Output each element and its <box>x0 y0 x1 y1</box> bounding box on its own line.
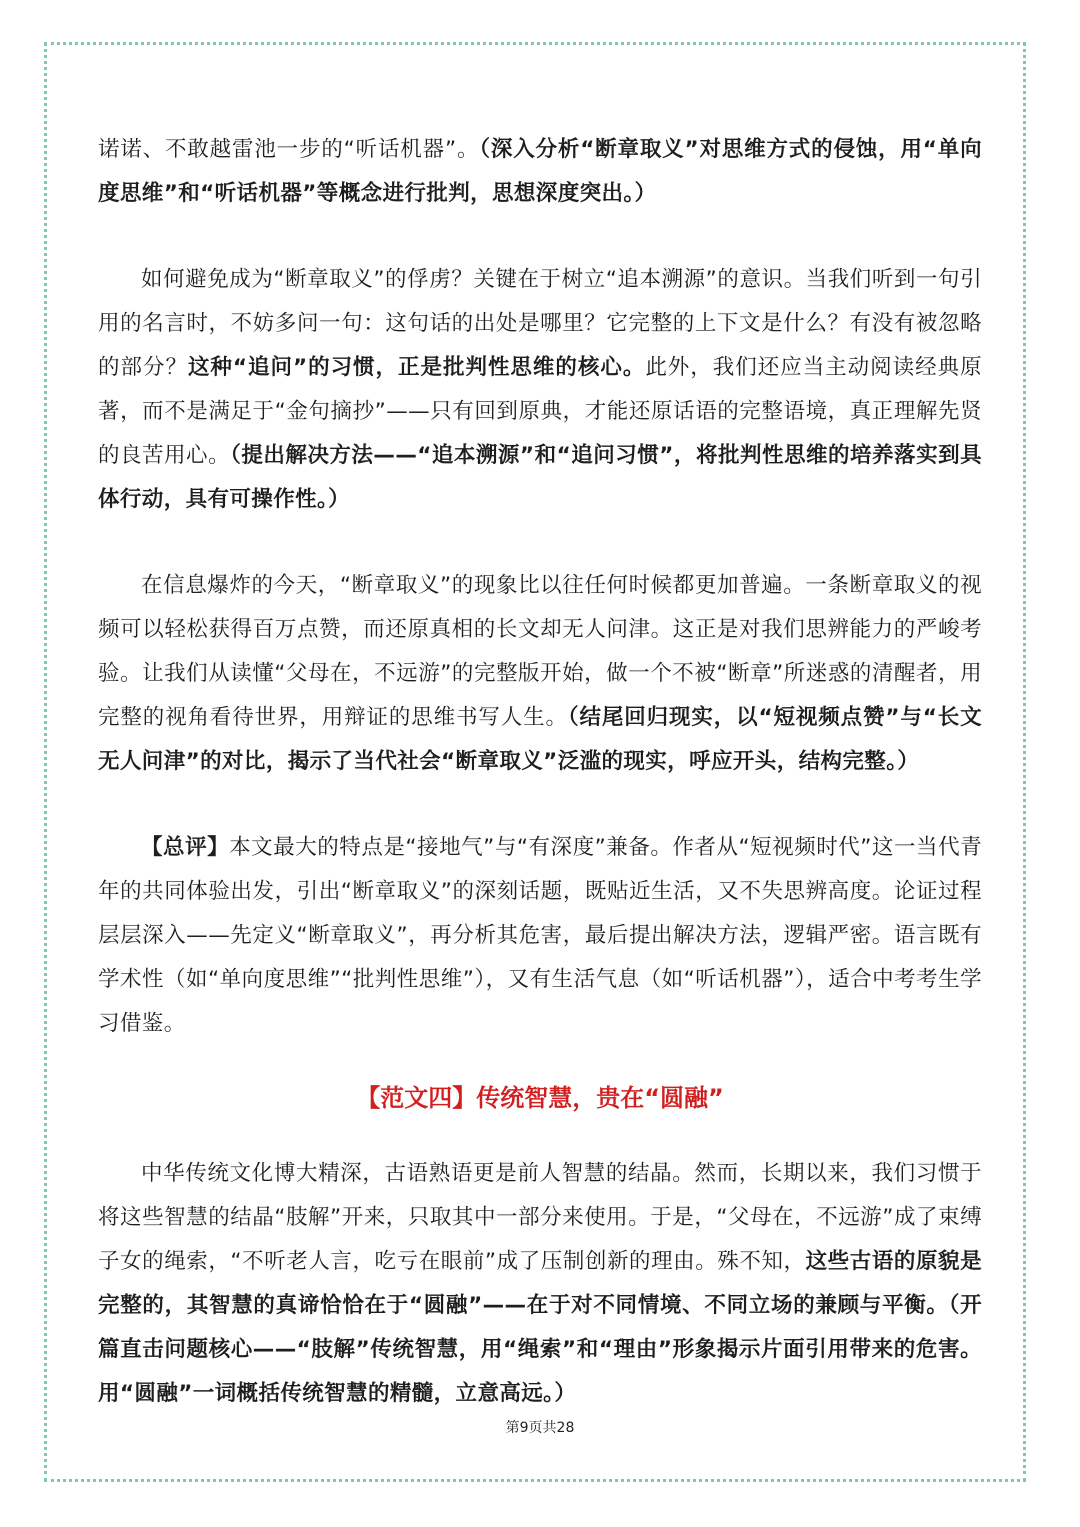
paragraph-5 <box>98 1152 982 1416</box>
paragraph-1-text: 诺诺、不敢越雷池一步的“听话机器”。 <box>98 137 480 162</box>
paragraph-1 <box>98 128 982 216</box>
paragraph-5-bold: 这些古语的原貌是完整的，其智慧的真谛恰恰在于“圆融”——在于对不同情境、不同立场的兼顾与平衡。 <box>98 1249 983 1318</box>
summary-label: 【总评】 <box>141 835 230 860</box>
document-body <box>98 128 982 1416</box>
paragraph-5-text: 中华传统文化博大精深，古语熟语更是前人智慧的结晶。然而，长期以来，我们习惯于将这些智慧的结晶“肢解”开来，只取其中一部分来使用。于是，“父母在，不远游”成了束缚子女的绳索，“不听老人言，吃亏在眼前”成了压制创新的理由。殊不知， <box>98 1161 982 1274</box>
page-number: 第9页共28 <box>505 1420 575 1436</box>
paragraph-2 <box>98 258 982 522</box>
paragraph-2-bold: 这种“追问”的习惯，正是批判性思维的核心。 <box>187 355 646 380</box>
paragraph-3-text: 在信息爆炸的今天，“断章取义”的现象比以往任何时候都更加普遍。一条断章取义的视频可以轻松获得百万点赞，而还原真相的长文却无人问津。这正是对我们思辨能力的严峻考验。让我们从读懂“父母在，不远游”的完整版开始，做一个不被“断章”所迷惑的清醒者，用完整的视角看待世界，用辩证的思维书写人生。 <box>98 573 982 730</box>
paragraph-2-text-b: 此外，我们还应当主动阅读经典原著，而不是满足于“金句摘抄”——只有回到原典，才能还原话语的完整语境，真正理解先贤的良苦用心。 <box>98 355 982 468</box>
summary-text: 本文最大的特点是“接地气”与“有深度”兼备。作者从“短视频时代”这一当代青年的共同体验出发，引出“断章取义”的深刻话题，既贴近生活，又不失思辨高度。论证过程层层深入——先定义“断章取义”，再分析其危害，最后提出解决方法，逻辑严密。语言既有学术性（如“单向度思维”“批判性思维”），又有生活气息（如“听话机器”），适合中考考生学习借鉴。 <box>98 835 982 1036</box>
paragraph-3-comment: （结尾回归现实，以“短视频点赞”与“长文无人问津”的对比，揭示了当代社会“断章取义”泛滥的现实，呼应开头，结构完整。） <box>98 705 982 774</box>
paragraph-2-comment: （提出解决方法——“追本溯源”和“追问习惯”，将批判性思维的培养落实到具体行动，具有可操作性。） <box>98 443 982 512</box>
section-heading: 【范文四】传统智慧，贵在“圆融” <box>356 1084 724 1112</box>
paragraph-summary <box>98 826 982 1046</box>
paragraph-5-comment: （开篇直击问题核心——“肢解”传统智慧，用“绳索”和“理由”形象揭示片面引用带来的危害。用“圆融”一词概括传统智慧的精髓，立意高远。） <box>98 1293 982 1406</box>
paragraph-2-text-a: 如何避免成为“断章取义”的俘虏？关键在于树立“追本溯源”的意识。当我们听到一句引用的名言时，不妨多问一句：这句话的出处是哪里？它完整的上下文是什么？有没有被忽略的部分？ <box>98 267 982 380</box>
paragraph-1-comment: （深入分析“断章取义”对思维方式的侵蚀，用“单向度思维”和“听话机器”等概念进行批判，思想深度突出。） <box>98 137 982 206</box>
paragraph-3 <box>98 564 982 784</box>
